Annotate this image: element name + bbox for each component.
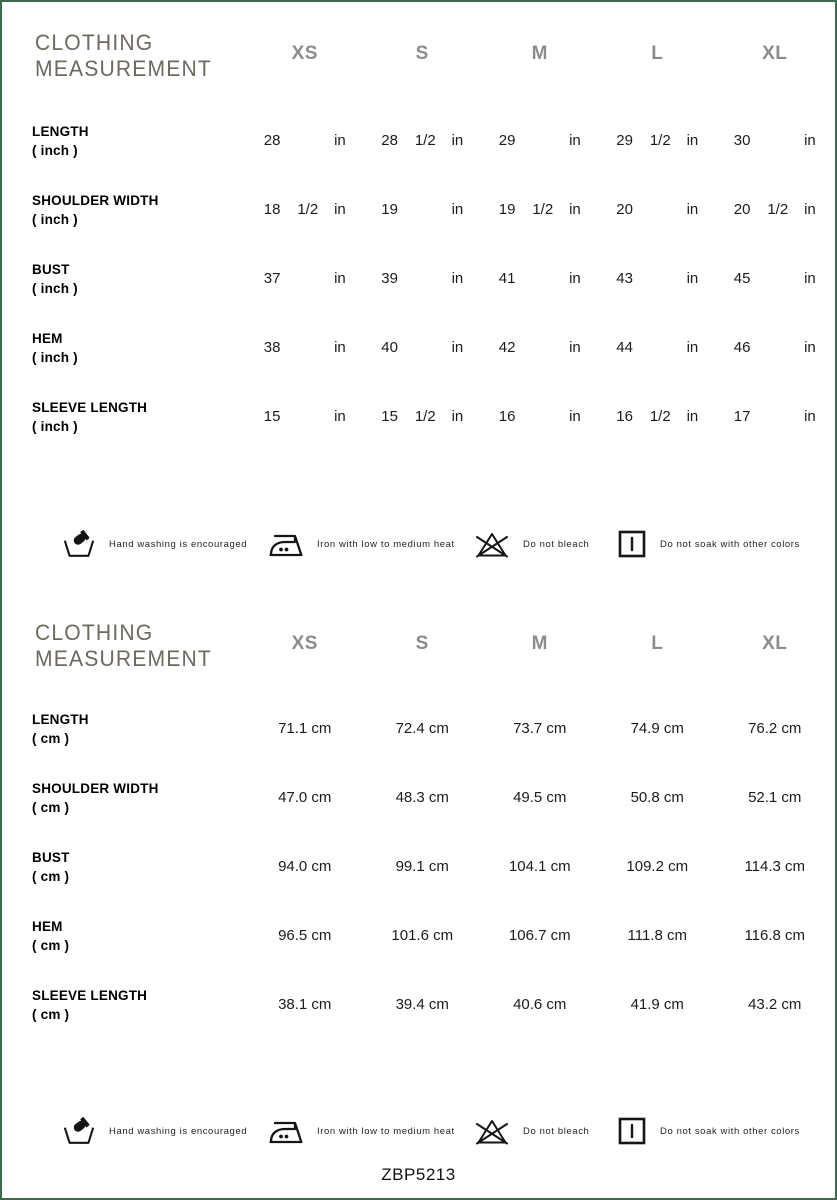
cell-bust-xs — [246, 244, 364, 313]
value-number: 43 — [616, 270, 633, 287]
value-unit: in — [569, 201, 581, 218]
row-unit-label: ( cm ) — [32, 868, 70, 884]
value-number: 17 — [733, 408, 751, 425]
cell-shoulder-xs — [246, 175, 364, 244]
value-unit: in — [804, 132, 816, 149]
value: 41.9 cm — [630, 996, 684, 1013]
cell-shoulder-s — [364, 175, 482, 244]
value-number: 16 — [498, 408, 516, 425]
row-label-hem-cm — [2, 901, 246, 970]
value-number: 38 — [263, 339, 281, 356]
value: 109.2 cm — [626, 858, 689, 875]
value-unit: in — [451, 408, 464, 425]
value-number: 20 — [616, 201, 633, 218]
value-fraction — [647, 270, 673, 287]
value-unit: in — [686, 408, 699, 425]
cell-hem-m — [481, 901, 599, 970]
value: 96.5 cm — [278, 927, 332, 944]
size-header-xl: XL — [762, 633, 788, 654]
value-fraction — [765, 339, 791, 356]
do-not-soak-icon — [617, 1116, 647, 1146]
do-not-bleach-icon — [474, 1116, 510, 1146]
row-label: HEM — [32, 918, 63, 934]
cell-bust-s — [364, 244, 482, 313]
cell-shoulder-xs — [246, 763, 364, 832]
value: 73.7 cm — [513, 720, 567, 737]
cell-shoulder-m — [481, 763, 599, 832]
value-number: 41 — [498, 270, 516, 287]
care-label: Hand washing is encouraged — [109, 1125, 248, 1137]
cell-bust-m — [481, 244, 599, 313]
cell-bust-xl — [716, 832, 834, 901]
row-label: BUST — [32, 849, 70, 865]
value-unit: in — [334, 339, 346, 356]
row-unit-label: ( cm ) — [32, 937, 70, 953]
row-label-shoulder-inch — [2, 175, 246, 244]
row-unit-label: ( cm ) — [32, 799, 70, 815]
value-fraction — [295, 270, 321, 287]
value-unit: in — [334, 201, 346, 218]
row-label: SLEEVE LENGTH — [32, 399, 148, 415]
row-label-bust-inch — [2, 244, 246, 313]
value: 52.1 cm — [748, 789, 802, 806]
value-fraction — [647, 339, 673, 356]
cm-table-title — [2, 560, 246, 694]
value-unit: in — [804, 408, 816, 425]
size-header-xl: XL — [762, 43, 788, 64]
cell-shoulder-l — [599, 763, 717, 832]
size-header-xs: XS — [291, 43, 318, 64]
care-label: Do not soak with other colors — [660, 1125, 800, 1137]
value-number: 37 — [263, 270, 281, 287]
value-fraction — [530, 132, 556, 149]
iron-icon — [268, 529, 304, 559]
care-label: Do not soak with other colors — [660, 538, 800, 550]
care-item-do-not-bleach — [474, 1115, 589, 1147]
care-item-iron — [268, 528, 455, 560]
value-number: 15 — [381, 408, 398, 425]
cell-shoulder-xl — [716, 763, 834, 832]
value-fraction — [295, 339, 321, 356]
value-unit: in — [804, 201, 816, 218]
cell-sleeve-xs — [246, 382, 364, 451]
value-unit: in — [569, 132, 581, 149]
value-number: 28 — [263, 132, 281, 149]
value-unit: in — [451, 201, 464, 218]
row-label-hem-inch — [2, 313, 246, 382]
value-unit: in — [334, 132, 346, 149]
title-line-1: CLOTHING — [35, 620, 154, 645]
value-unit: in — [451, 339, 464, 356]
row-label: BUST — [32, 261, 70, 277]
value: 94.0 cm — [278, 858, 332, 875]
value-unit: in — [804, 339, 816, 356]
value: 101.6 cm — [391, 927, 454, 944]
row-label: SHOULDER WIDTH — [32, 780, 159, 796]
value-fraction — [765, 270, 791, 287]
cell-length-l — [599, 694, 717, 763]
value-number: 44 — [616, 339, 633, 356]
care-label: Do not bleach — [523, 538, 590, 550]
cell-bust-xl — [716, 244, 834, 313]
cell-shoulder-m — [481, 175, 599, 244]
row-label-shoulder-cm — [2, 763, 246, 832]
value-number: 19 — [381, 201, 398, 218]
value-fraction — [530, 270, 556, 287]
row-unit-label: ( inch ) — [32, 211, 78, 227]
row-label-length-cm — [2, 694, 246, 763]
value-fraction — [412, 339, 438, 356]
value: 116.8 cm — [744, 927, 806, 944]
value-unit: in — [686, 201, 699, 218]
value-unit: in — [451, 270, 464, 287]
do-not-bleach-icon — [474, 529, 510, 559]
row-label: LENGTH — [32, 711, 89, 727]
cell-length-xs — [246, 694, 364, 763]
cell-bust-l — [599, 244, 717, 313]
cell-sleeve-s — [364, 970, 482, 1039]
care-item-do-not-soak — [617, 1115, 800, 1147]
value-unit: in — [569, 408, 581, 425]
value-fraction — [412, 201, 438, 218]
cell-sleeve-m — [481, 970, 599, 1039]
cell-hem-l — [599, 901, 717, 970]
value-unit: in — [804, 270, 816, 287]
value-number: 20 — [733, 201, 751, 218]
do-not-soak-icon — [617, 529, 647, 559]
cell-hem-s — [364, 901, 482, 970]
row-label: SLEEVE LENGTH — [32, 987, 148, 1003]
care-item-hand-wash — [62, 528, 247, 560]
row-unit-label: ( inch ) — [32, 142, 78, 158]
cell-shoulder-l — [599, 175, 717, 244]
cell-length-xs — [246, 106, 364, 175]
care-instructions-row — [2, 1115, 835, 1147]
cell-hem-xl — [716, 901, 834, 970]
value-fraction: 1/2 — [414, 408, 436, 425]
title-line-2: MEASUREMENT — [35, 56, 212, 81]
value-number: 45 — [733, 270, 751, 287]
row-label-bust-cm — [2, 832, 246, 901]
value: 43.2 cm — [748, 996, 802, 1013]
value-fraction — [647, 201, 673, 218]
value: 111.8 cm — [627, 927, 687, 944]
value-number: 19 — [498, 201, 516, 218]
row-label: SHOULDER WIDTH — [32, 192, 159, 208]
cell-length-m — [481, 106, 599, 175]
value: 99.1 cm — [395, 858, 449, 875]
value-fraction: 1/2 — [532, 201, 554, 218]
value: 47.0 cm — [278, 789, 332, 806]
value: 50.8 cm — [630, 789, 684, 806]
value: 104.1 cm — [508, 858, 571, 875]
product-code: ZBP5213 — [381, 1165, 456, 1184]
value-fraction: 1/2 — [414, 132, 436, 149]
cell-sleeve-xl — [716, 970, 834, 1039]
iron-icon — [268, 1116, 304, 1146]
cell-sleeve-l — [599, 970, 717, 1039]
row-label: HEM — [32, 330, 63, 346]
value-fraction: 1/2 — [767, 201, 789, 218]
value: 48.3 cm — [395, 789, 449, 806]
care-item-iron — [268, 1115, 455, 1147]
title-line-2: MEASUREMENT — [35, 646, 212, 671]
value: 76.2 cm — [748, 720, 802, 737]
cell-hem-l — [599, 313, 717, 382]
cell-length-xl — [716, 694, 834, 763]
row-label: LENGTH — [32, 123, 89, 139]
cell-shoulder-s — [364, 763, 482, 832]
value-number: 15 — [263, 408, 281, 425]
cell-hem-xs — [246, 901, 364, 970]
value: 106.7 cm — [508, 927, 571, 944]
row-unit-label: ( cm ) — [32, 1006, 70, 1022]
inch-size-table — [2, 2, 835, 451]
value: 38.1 cm — [278, 996, 332, 1013]
cell-sleeve-l — [599, 382, 717, 451]
care-label: Hand washing is encouraged — [109, 538, 248, 550]
value-fraction — [412, 270, 438, 287]
cell-length-s — [364, 106, 482, 175]
value: 49.5 cm — [513, 789, 567, 806]
cell-sleeve-m — [481, 382, 599, 451]
cm-size-table — [2, 560, 835, 1039]
value-number: 40 — [381, 339, 398, 356]
value-unit: in — [686, 270, 699, 287]
cell-length-s — [364, 694, 482, 763]
value-fraction — [295, 408, 321, 425]
care-label: Iron with low to medium heat — [317, 1125, 455, 1137]
row-label-sleeve-cm — [2, 970, 246, 1039]
value-fraction: 1/2 — [297, 201, 319, 218]
value: 71.1 cm — [278, 720, 332, 737]
value: 40.6 cm — [513, 996, 567, 1013]
value-number: 46 — [733, 339, 751, 356]
value-number: 16 — [616, 408, 633, 425]
value: 74.9 cm — [630, 720, 684, 737]
value: 39.4 cm — [395, 996, 449, 1013]
cell-hem-xl — [716, 313, 834, 382]
row-unit-label: ( inch ) — [32, 280, 78, 296]
cell-hem-m — [481, 313, 599, 382]
care-item-hand-wash — [62, 1115, 247, 1147]
size-header-xs: XS — [291, 633, 318, 654]
value-unit: in — [334, 270, 346, 287]
value-number: 39 — [381, 270, 398, 287]
value-number: 29 — [616, 132, 633, 149]
value: 114.3 cm — [744, 858, 806, 875]
cell-bust-xs — [246, 832, 364, 901]
care-item-do-not-soak — [617, 528, 800, 560]
cell-sleeve-s — [364, 382, 482, 451]
value: 72.4 cm — [395, 720, 449, 737]
value-fraction — [530, 339, 556, 356]
size-header-s: S — [415, 43, 429, 64]
title-line-1: CLOTHING — [35, 30, 154, 55]
size-header-l: L — [651, 633, 664, 654]
value-fraction — [295, 132, 321, 149]
care-item-do-not-bleach — [474, 528, 589, 560]
value-fraction — [765, 132, 791, 149]
cell-hem-s — [364, 313, 482, 382]
cell-shoulder-xl — [716, 175, 834, 244]
inch-table-title — [2, 2, 246, 106]
cell-bust-m — [481, 832, 599, 901]
value-fraction: 1/2 — [649, 132, 671, 149]
row-unit-label: ( cm ) — [32, 730, 70, 746]
cell-hem-xs — [246, 313, 364, 382]
value-unit: in — [334, 408, 346, 425]
value-fraction — [765, 408, 791, 425]
cell-length-l — [599, 106, 717, 175]
size-header-m: M — [531, 43, 548, 64]
row-label-sleeve-inch — [2, 382, 246, 451]
value-unit: in — [686, 132, 699, 149]
value-fraction: 1/2 — [649, 408, 671, 425]
row-label-length-inch — [2, 106, 246, 175]
row-unit-label: ( inch ) — [32, 418, 78, 434]
cell-length-xl — [716, 106, 834, 175]
value-number: 18 — [263, 201, 281, 218]
cell-bust-s — [364, 832, 482, 901]
care-label: Iron with low to medium heat — [317, 538, 455, 550]
cell-bust-l — [599, 832, 717, 901]
cell-sleeve-xl — [716, 382, 834, 451]
value-number: 30 — [733, 132, 751, 149]
care-label: Do not bleach — [523, 1125, 590, 1137]
size-header-m: M — [531, 633, 548, 654]
value-number: 28 — [381, 132, 398, 149]
value-unit: in — [569, 339, 581, 356]
row-unit-label: ( inch ) — [32, 349, 78, 365]
value-unit: in — [569, 270, 581, 287]
value-number: 42 — [498, 339, 516, 356]
value-fraction — [530, 408, 556, 425]
hand-wash-icon — [62, 530, 96, 559]
value-unit: in — [451, 132, 464, 149]
size-header-l: L — [651, 43, 664, 64]
care-instructions-row — [2, 528, 835, 560]
hand-wash-icon — [62, 1117, 96, 1146]
cell-length-m — [481, 694, 599, 763]
cell-sleeve-xs — [246, 970, 364, 1039]
value-number: 29 — [498, 132, 516, 149]
value-unit: in — [686, 339, 699, 356]
size-header-s: S — [415, 633, 429, 654]
